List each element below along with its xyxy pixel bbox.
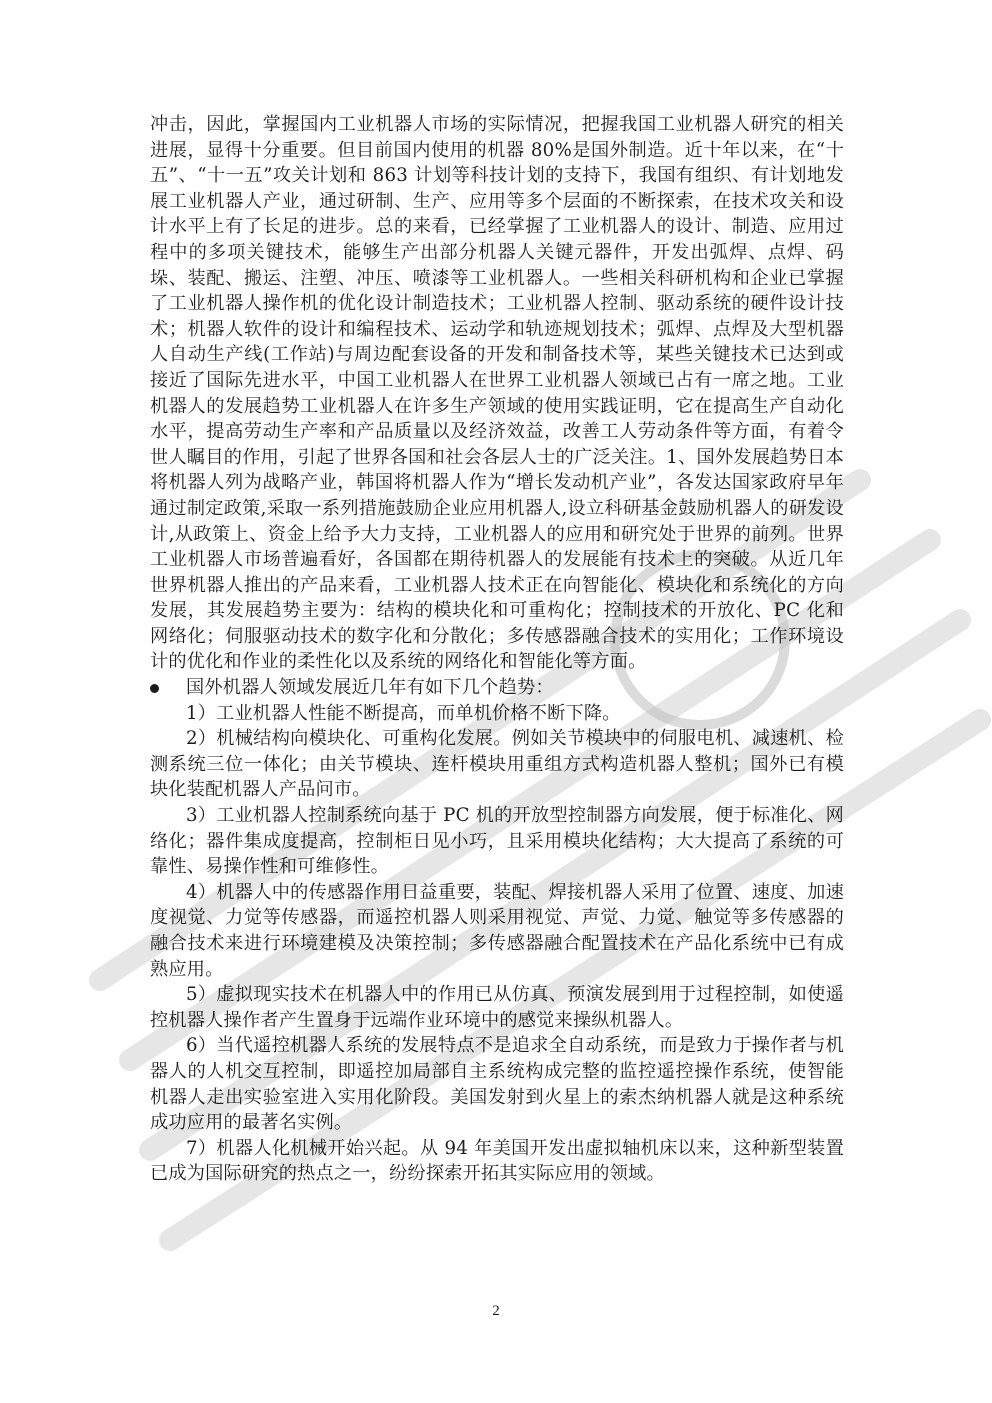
trend-item-5: 5）虚拟现实技术在机器人中的作用已从仿真、预演发展到用于过程控制，如使遥控机器人操作者产生置身于远端作业环境中的感觉来操纵机器人。 [150,984,844,1031]
trend-item-6: 6）当代遥控机器人系统的发展特点不是追求全自动系统，而是致力于操作者与机器人的人机交互控制，即遥控加局部自主系统构成完整的监控遥控操作系统，使智能机器人走出实验室进入实用化阶段。美国发射到火星上的索杰纳机器人就是这种系统成功应用的最著名实例。 [150,1035,844,1134]
page-number: 2 [492,1303,500,1319]
bullet-heading-text: 国外机器人领域发展近几年有如下几个趋势： [186,677,554,699]
trend-item-3: 3）工业机器人控制系统向基于 PC 机的开放型控制器方向发展，便于标准化、网络化；器件集成度提高，控制柜日见小巧，且采用模块化结构；大大提高了系统的可靠性、易操作性和可维修性。 [150,805,844,878]
trend-item-4: 4）机器人中的传感器作用日益重要，装配、焊接机器人采用了位置、速度、加速度视觉、力觉等传感器，而遥控机器人则采用视觉、声觉、力觉、触觉等多传感器的融合技术来进行环境建模及决策控制；多传感器融合配置技术在产品化系统中已有成熟应用。 [150,881,844,980]
document-body [150,112,844,1187]
trend-item-1: 1）工业机器人性能不断提高，而单机价格不断下降。 [186,702,621,724]
intro-paragraph: 冲击，因此，掌握国内工业机器人市场的实际情况，把握我国工业机器人研究的相关进展，显得十分重要。但目前国内使用的机器 80%是国外制造。近十年以来，在“十五”、“十一五”攻关计划和 863 计划等科技计划的支持下，我国有组织、有计划地发展工业机器人产业，通过研制、生产、应用等多个层面的不断探索，在技术攻关和设计水平上有了长足的进步。总的来看，已经掌握了工业机器人的设计、制造、应用过程中的多项关键技术，能够生产出部分机器人关键元器件，开发出弧焊、点焊、码垛、装配、搬运、注塑、冲压、喷漆等工业机器人。一些相关科研机构和企业已掌握了工业机器人操作机的优化设计制造技术；工业机器人控制、驱动系统的硬件设计技术；机器人软件的设计和编程技术、运动学和轨迹规划技术；弧焊、点焊及大型机器人自动生产线(工作站)与周边配套设备的开发和制备技术等，某些关键技术已达到或接近了国际先进水平，中国工业机器人在世界工业机器人领域已占有一席之地。工业机器人的发展趋势工业机器人在许多生产领域的使用实践证明，它在提高生产自动化水平，提高劳动生产率和产品质量以及经济效益，改善工人劳动条件等方面，有着令世人瞩目的作用，引起了世界各国和社会各层人士的广泛关注。1、国外发展趋势日本将机器人列为战略产业，韩国将机器人作为“增长发动机产业”，各发达国家政府早年通过制定政策,采取一系列措施鼓励企业应用机器人,设立科研基金鼓励机器人的研发设计,从政策上、资金上给予大力支持，工业机器人的应用和研究处于世界的前列。世界工业机器人市场普遍看好，各国都在期待机器人的发展能有技术上的突破。从近几年世界机器人推出的产品来看，工业机器人技术正在向智能化、模块化和系统化的方向发展，其发展趋势主要为：结构的模块化和可重构化；控制技术的开放化、PC 化和网络化；伺服驱动技术的数字化和分散化；多传感器融合技术的实用化；工作环境设计的优化和作业的柔性化以及系统的网络化和智能化等方面。 [150,114,844,673]
bullet-heading [150,675,844,701]
bullet-dot-icon [150,684,159,693]
trend-item-7: 7）机器人化机械开始兴起。从 94 年美国开发出虚拟轴机床以来，这种新型装置已成为国际研究的热点之一，纷纷探索开拓其实际应用的领域。 [150,1137,844,1185]
trend-item-2: 2）机械结构向模块化、可重构化发展。例如关节模块中的伺服电机、减速机、检测系统三位一体化；由关节模块、连杆模块用重组方式构造机器人整机；国外已有模块化装配机器人产品问市。 [150,728,844,801]
